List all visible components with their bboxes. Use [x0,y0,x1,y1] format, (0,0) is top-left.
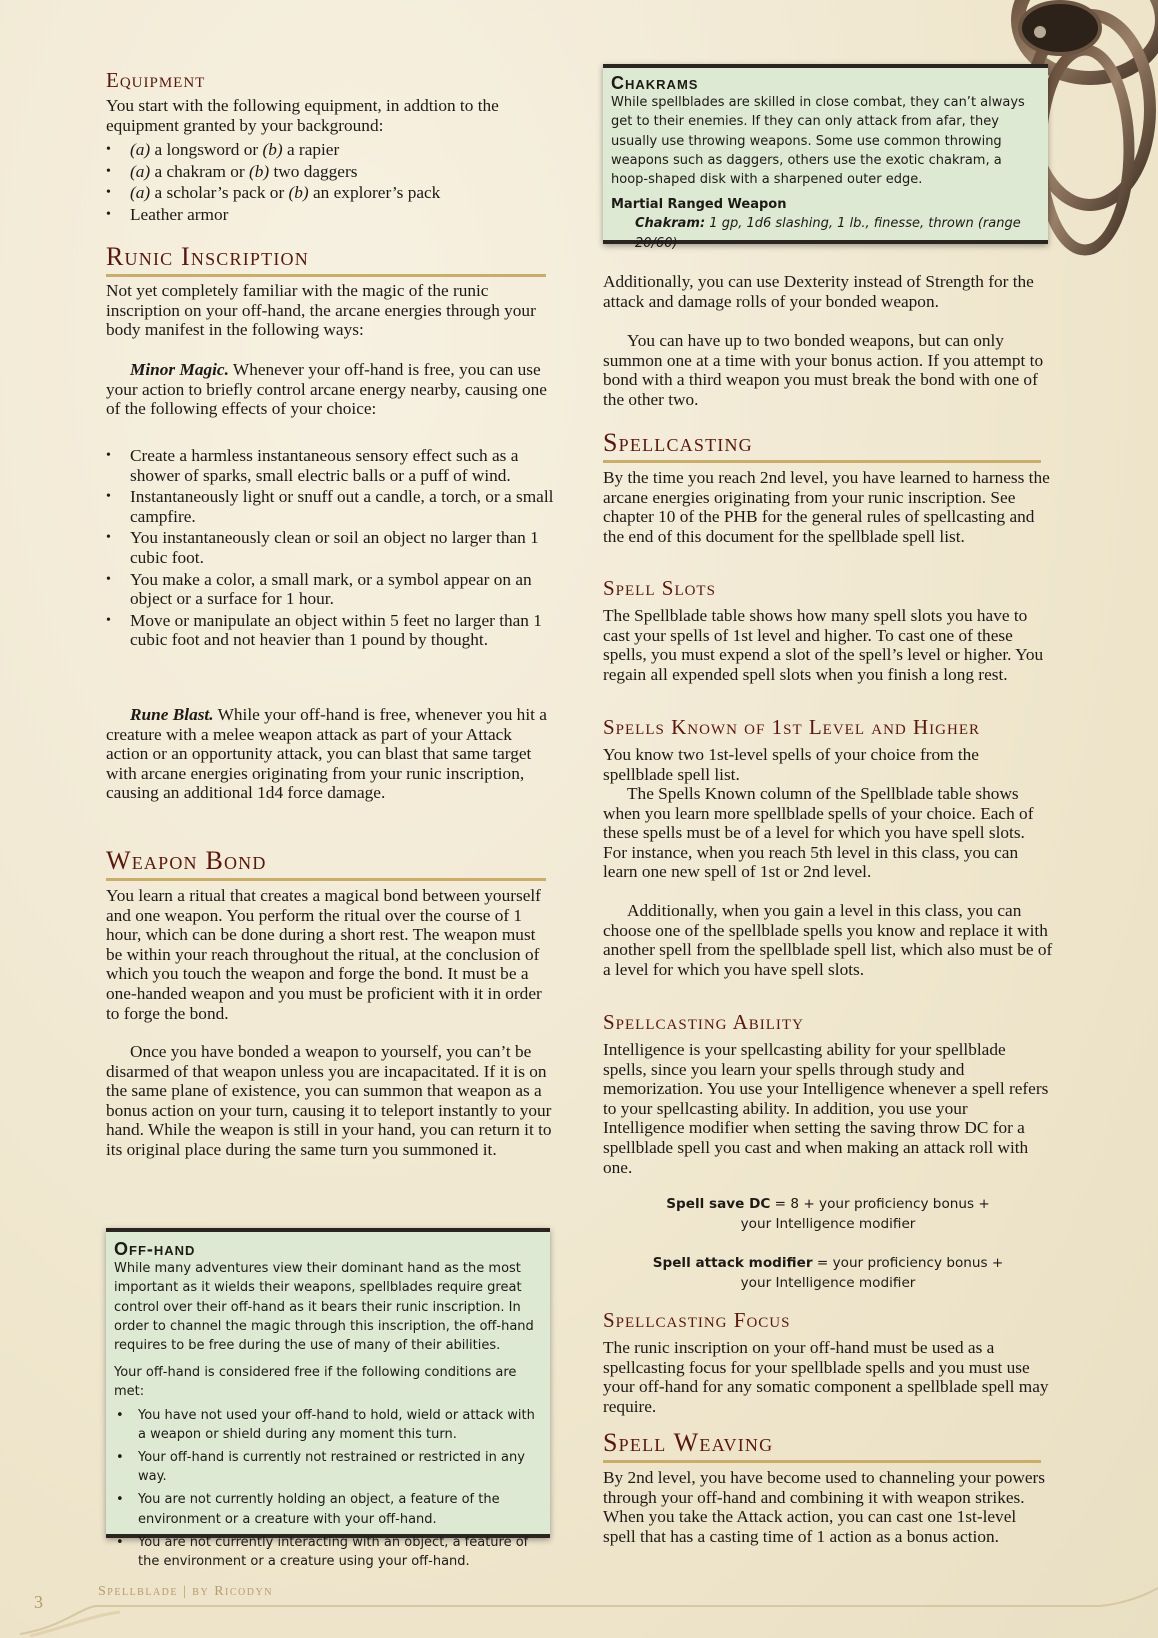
spell-weaving-text: By 2nd level, you have become used to channeling your powers through your off-hand and combining it with weapon strikes. When you take the Attack action, you can cast one 1st-level spell that has a casting time of 1 action as a bonus action. [603,1468,1045,1546]
runic-inscription-heading: Runic Inscription [106,242,546,277]
effect-item: • Create a harmless instantaneous sensory effect such as a shower of sparks, small electric balls or a puff of wind. [130,446,556,485]
weapon-bond-heading: Weapon Bond [106,846,546,881]
spellcasting-ability-heading: Spellcasting Ability [603,1010,804,1034]
equipment-heading: Equipment [106,68,206,92]
equipment-item: • Leather armor [130,205,556,225]
bond-continued-p1: Additionally, you can use Dexterity instead of Strength for the attack and damage rolls of your bonded weapon. [603,272,1034,311]
offhand-title: Off-hand [114,1239,196,1259]
spellcasting-heading: Spellcasting [603,428,1041,463]
equipment-intro: You start with the following equipment, in addtion to the equipment granted by your background: [106,96,499,135]
chakrams-text: While spellblades are skilled in close combat, they can’t always get to their enemies. If they can only attack from afar, they usually use throwing weapons. Some use common throwing weapons such as daggers, others use the exotic chakram, a hoop-shaped disk with a sharpened outer edge. [611,95,1025,188]
equipment-item: • (a) a longsword or (b) a rapier [130,140,556,160]
equipment-item: • (a) a chakram or (b) two daggers [130,162,556,182]
offhand-p1: While many adventures view their dominant hand as the most important as it wields their weapons, spellblades require great control over their off-hand as it bears their runic inscription. In order to channel the magic through this inscription, the off-hand requires to be free during the use of many of their abilities. [114,1261,534,1354]
effect-item: • You make a color, a small mark, or a symbol appear on an object or a surface for 1 hour. [130,570,556,609]
spellcasting-focus-text: The runic inscription on your off-hand must be used as a spellcasting focus for your spellblade spells and you must use your off-hand for any somatic component a spellblade spell may require. [603,1338,1049,1416]
minor-magic-paragraph: Minor Magic. Whenever your off-hand is free, you can use your action to briefly control arcane energy nearby, causing one of the following effects of your choice: [106,360,547,419]
chakrams-title: Chakrams [611,73,699,93]
spell-weaving-heading: Spell Weaving [603,1428,1041,1463]
chakrams-sidebar [603,64,1048,251]
effect-item: • You instantaneously clean or soil an object no larger than 1 cubic foot. [130,528,556,567]
condition-item: • You are not currently interacting with an object, a feature of the environment or a creature using your off-hand. [138,1533,544,1571]
offhand-sidebar [106,1228,550,1570]
footer-flourish [0,1568,1158,1638]
spells-known-p1: You know two 1st-level spells of your choice from the spellblade spell list. [603,745,979,784]
effect-item: • Instantaneously light or snuff out a candle, a torch, or a small campfire. [130,487,556,526]
page-number: 3 [34,1592,43,1612]
spells-known-heading: Spells Known of 1st Level and Higher [603,715,980,739]
spell-save-dc-formula: Spell save DC = 8 + your proficiency bonus + your Intelligence modifier [666,1196,990,1232]
spells-known-p3: Additionally, when you gain a level in this class, you can choose one of the spellblade spells you know and replace it with another spell from the spellblade spell list, which also must be of a level for which you have spell slots. [603,901,1053,979]
chakrams-subhead: Martial Ranged Weapon [611,197,787,213]
weapon-bond-p2: Once you have bonded a weapon to yourself, you can’t be disarmed of that weapon unless you are incapacitated. If it is on the same plane of existence, you can summon that weapon as a bonus action on your turn, causing it to teleport instantly to your hand. While the weapon is still in your hand, you can return it to its original place during the same turn you summoned it. [106,1042,552,1159]
spells-known-p2: The Spells Known column of the Spellblade table shows when you learn more spellblade spells of your choice. Each of these spells must be of a level for which you have spell slots. For instance, when you reach 5th level in this class, you can learn one new spell of 1st or 2nd level. [603,784,1034,882]
equipment-list [106,140,556,226]
condition-item: • You are not currently holding an object, a feature of the environment or a creature with your off-hand. [138,1490,544,1528]
spellcasting-ability-text: Intelligence is your spellcasting ability for your spellblade spells, since you learn your spells through study and memorization. You use your Intelligence whenever a spell refers to your spellcasting ability. In addition, you use your Intelligence modifier when setting the saving throw DC for a spellblade spell you cast and when making an attack roll with one. [603,1040,1049,1177]
spell-attack-formula: Spell attack modifier = your proficiency bonus + your Intelligence modifier [652,1255,1004,1291]
condition-item: • Your off-hand is currently not restrained or restricted in any way. [138,1448,544,1486]
offhand-p2: Your off-hand is considered free if the following conditions are met: [114,1365,517,1400]
offhand-conditions [114,1406,544,1572]
spellcasting-intro: By the time you reach 2nd level, you have learned to harness the arcane energies originating from your runic inscription. See chapter 10 of the PHB for the general rules of spellcasting and the end of this document for the spellblade spell list. [603,468,1050,546]
rune-blast-paragraph: Rune Blast. While your off-hand is free, whenever you hit a creature with a melee weapon attack as part of your Attack action or an opportunity attack, you can blast that same target with arcane energies originating from your runic inscription, causing an additional 1d4 force damage. [106,705,547,803]
equipment-item: • (a) a scholar’s pack or (b) an explorer’s pack [130,183,556,203]
spell-slots-text: The Spellblade table shows how many spell slots you have to cast your spells of 1st level and higher. To cast one of these spells, you must expend a slot of the spell’s level or higher. You regain all expended spell slots when you finish a long rest. [603,606,1044,684]
runic-intro: Not yet completely familiar with the magic of the runic inscription on your off-hand, the arcane energies through your body manifest in the following ways: [106,281,536,340]
chakram-stats: Chakram: 1 gp, 1d6 slashing, 1 lb., finesse, thrown (range 20/60) [635,216,1021,251]
weapon-bond-p1: You learn a ritual that creates a magical bond between yourself and one weapon. You perform the ritual over the course of 1 hour, which can be done during a short rest. The weapon must be within your reach throughout the ritual, at the conclusion of which you touch the weapon and forge the bond. It must be a one-handed weapon and you must be proficient with it in order to forge the bond. [106,886,542,1023]
spell-slots-heading: Spell Slots [603,576,716,600]
spellcasting-focus-heading: Spellcasting Focus [603,1308,791,1332]
condition-item: • You have not used your off-hand to hold, wield or attack with a weapon or shield during any moment this turn. [138,1406,544,1444]
bond-continued-p2: You can have up to two bonded weapons, but can only summon one at a time with your bonus action. If you attempt to bond with a third weapon you must break the bond with one of the other two. [603,331,1044,409]
minor-magic-effects [106,446,556,652]
effect-item: • Move or manipulate an object within 5 feet no larger than 1 cubic foot and not heavier than 1 pound by thought. [130,611,556,650]
footer-text: Spellblade | by Ricodyn [98,1584,273,1599]
